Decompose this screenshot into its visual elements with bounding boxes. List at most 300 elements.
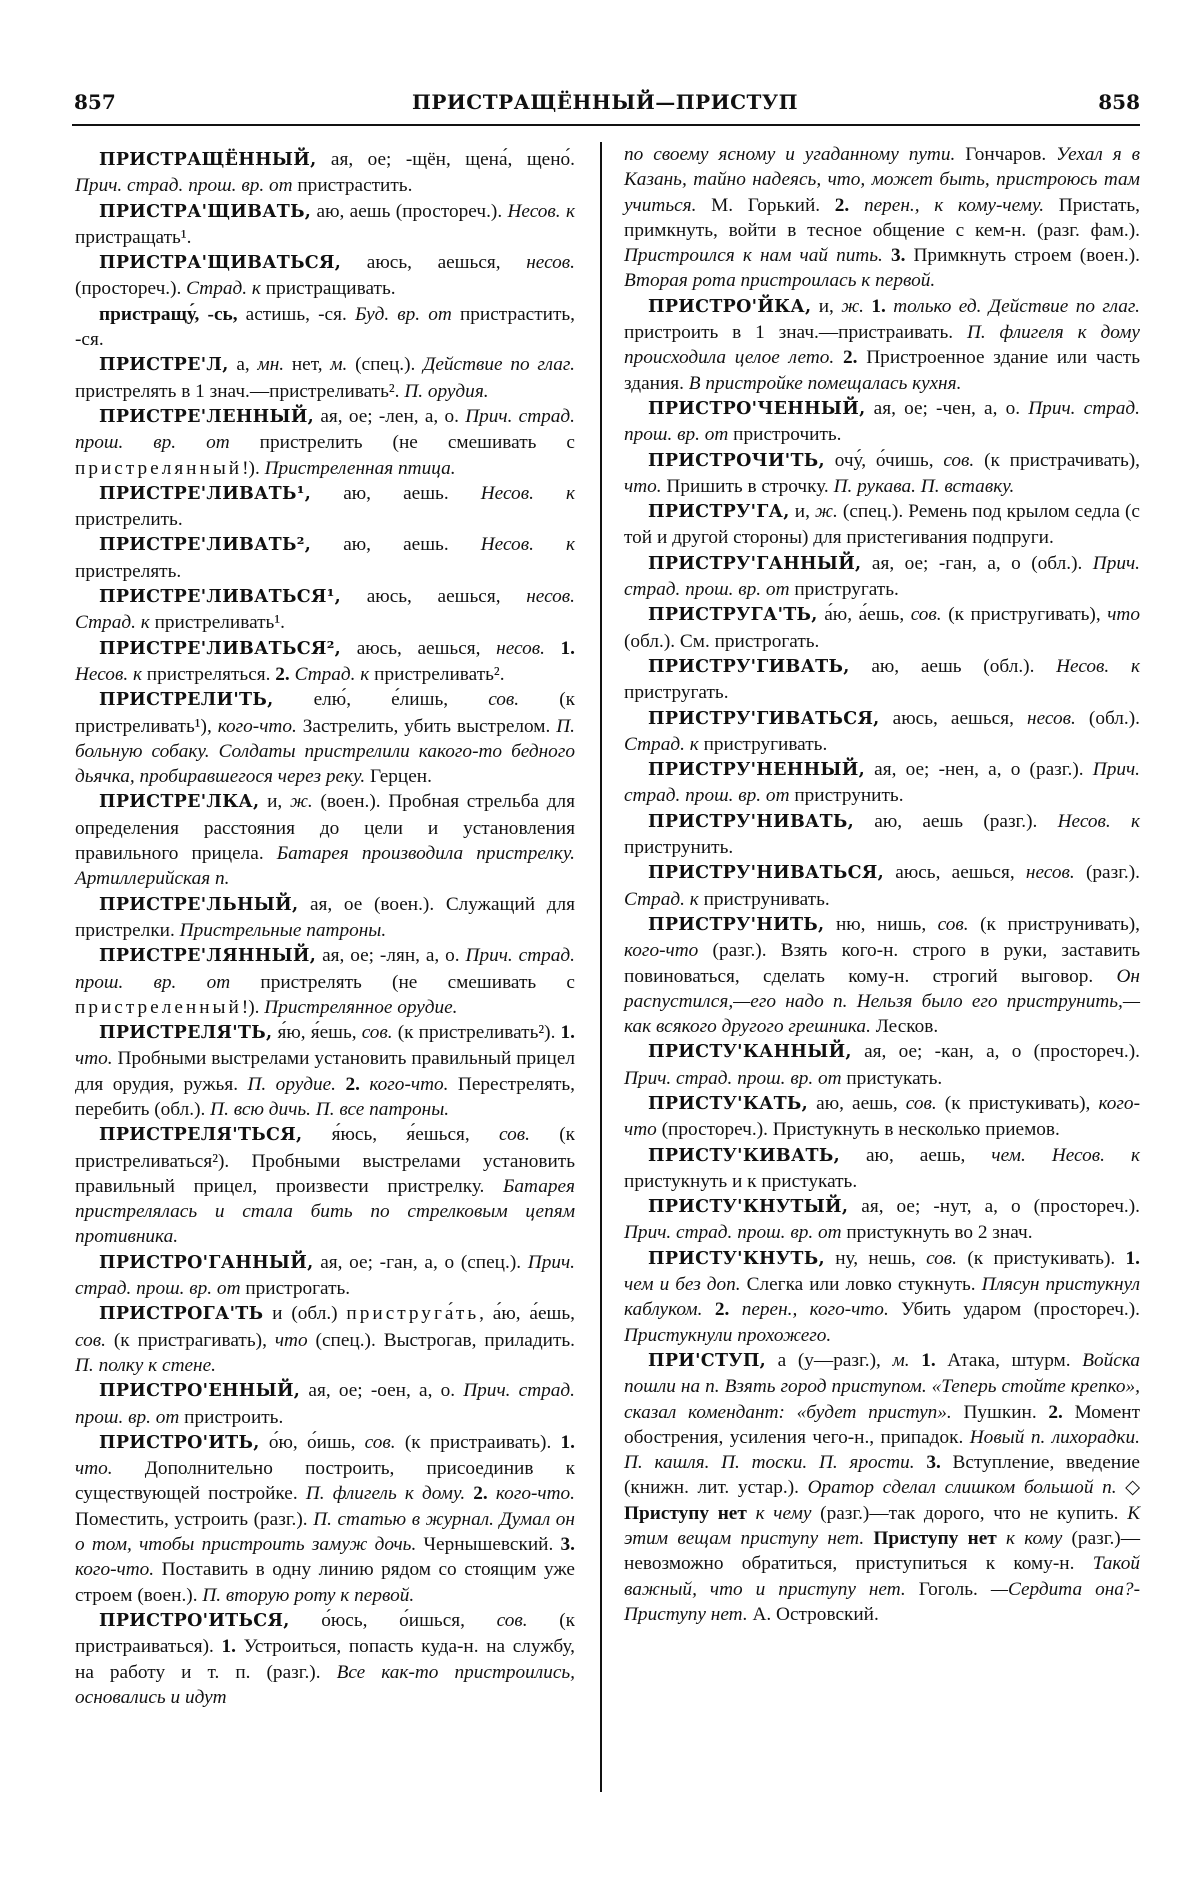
entry-text: пристреливать¹. xyxy=(149,612,285,634)
entry-text: М. Горький. xyxy=(696,194,835,216)
entry-text: аю, аешь (обл.). xyxy=(849,655,1057,677)
dictionary-entry xyxy=(624,448,1140,500)
entry-text: Страд. к xyxy=(186,278,261,300)
entry-text: аю, аешь, xyxy=(839,1144,992,1166)
dictionary-entry xyxy=(75,147,575,199)
dictionary-entry xyxy=(624,142,1140,294)
entry-text: П. полку к стене. xyxy=(75,1354,216,1376)
entry-text: аюсь, аешься, xyxy=(884,862,1026,884)
entry-text: пристреливать². xyxy=(369,663,505,685)
entry-text: ж. xyxy=(815,501,838,523)
entry-text: , а́ю, а́ешь, xyxy=(479,1303,575,1325)
entry-text: Пристроенное здание или часть здания. xyxy=(624,347,1140,394)
entry-text: пристроить в 1 знач.—пристраивать. xyxy=(624,322,967,344)
entry-headword: ПРИСТРА'ЩИВАТЬ, xyxy=(99,201,312,222)
entry-text: П. больную собаку. Солдаты пристрелили какого-то бедного дьячка, пробиравшегося через реку. xyxy=(75,715,575,788)
entry-text: кого-что. xyxy=(495,1483,575,1505)
entry-text: ну, нешь, xyxy=(824,1247,927,1269)
entry-text: я́ю, я́ешь, xyxy=(272,1022,362,1044)
entry-headword: ПРИСТУ'КНУТЬ, xyxy=(648,1248,825,1269)
entry-text: 2. xyxy=(1048,1401,1063,1423)
entry-text: пристругать. xyxy=(624,682,729,704)
entry-text: 2. xyxy=(843,347,858,369)
entry-headword: ПРИСТРЕ'ЛИВАТЬСЯ¹, xyxy=(99,587,342,608)
entry-text: (к пристрагивать), xyxy=(105,1329,275,1351)
entry-text: по своему ясному и угаданному пути. xyxy=(624,144,956,165)
entry-text: Несов. к xyxy=(507,200,575,222)
entry-text: ая, ое; -ган, а, о (обл.). xyxy=(861,552,1093,574)
entry-text: Оратор сделал слишком большой п. xyxy=(807,1477,1117,1499)
entry-text xyxy=(834,347,843,368)
entry-text: м. xyxy=(330,354,348,376)
entry-text: 2. xyxy=(275,663,290,685)
entry-text: аюсь, аешься, xyxy=(879,707,1028,729)
entry-headword: ПРИСТРЕ'ЛИВАТЬ¹, xyxy=(99,483,312,504)
entry-text: Поместить, устроить (разг.). xyxy=(75,1508,314,1530)
entry-text: Прич. страд. прош. вр. от xyxy=(75,175,293,197)
entry-headword: ПРИСТРЕ'ЛИВАТЬ², xyxy=(99,535,312,556)
entry-text: несов. xyxy=(526,252,575,274)
entry-text: !). xyxy=(242,457,265,479)
dictionary-entry xyxy=(75,584,575,636)
entry-text xyxy=(488,1483,496,1504)
entry-headword: ПРИСТРЕ'Л, xyxy=(99,355,229,376)
entry-text: Застрелить, убить выстрелом. xyxy=(296,715,557,737)
entry-text: а (у—разг.), xyxy=(766,1349,893,1371)
dictionary-entry xyxy=(75,892,575,944)
entry-text: Плясун пристукнул каблуком. xyxy=(624,1274,1141,1321)
dictionary-entry xyxy=(75,636,575,688)
entry-text: (к пристраивать). xyxy=(395,1431,561,1453)
entry-headword: ПРИСТУ'КНУТЫЙ, xyxy=(648,1197,849,1218)
entry-text: Прич. страд. прош. вр. от xyxy=(624,1067,842,1089)
entry-text: сов. xyxy=(905,1092,937,1114)
entry-text: приструнить. xyxy=(624,837,734,859)
entry-text: и, xyxy=(259,791,290,813)
entry-text: кого-что. xyxy=(75,1559,155,1581)
dictionary-entry xyxy=(75,532,575,584)
entry-text: Момент обострения, усиления чего-н., припадок. xyxy=(624,1401,1141,1448)
entry-headword: ПРИСТРЕЛЯ'ТЬ, xyxy=(99,1023,273,1044)
entry-text: Пристреленная птица. xyxy=(264,457,456,479)
dictionary-entry xyxy=(624,1091,1140,1143)
entry-text: 1. xyxy=(560,1431,575,1453)
dictionary-entry xyxy=(624,551,1140,603)
entry-headword: ПРИСТРЕЛИ'ТЬ, xyxy=(99,690,274,711)
entry-text: кого-что xyxy=(624,940,699,962)
entry-text: что xyxy=(1107,604,1140,626)
entry-text: Страд. к xyxy=(294,663,370,685)
dictionary-entry xyxy=(75,789,575,891)
entry-text: Прич. страд. прош. вр. от xyxy=(75,405,575,454)
entry-text: пристрелить (не смешивать с xyxy=(229,432,575,454)
entry-text xyxy=(915,1452,927,1473)
entry-text: кого-что xyxy=(624,1092,1140,1141)
entry-text: пристрелять (не смешивать с xyxy=(230,971,575,993)
dictionary-entry xyxy=(75,199,575,251)
entry-headword: ПРИСТУ'КИВАТЬ, xyxy=(648,1145,840,1166)
entry-headword: ПРИ'СТУП, xyxy=(648,1350,767,1371)
entry-text: пристреленный xyxy=(75,996,242,1018)
entry-text xyxy=(702,1299,714,1320)
entry-text: только ед. Действие по глаг. xyxy=(893,295,1140,317)
entry-text: Прич. страд. прош. вр. от xyxy=(624,552,1140,601)
entry-text: П. всю дичь. П. все патроны. xyxy=(210,1098,450,1120)
entry-text: а́ю, а́ешь, xyxy=(817,604,911,626)
entry-text: 2. xyxy=(473,1483,488,1505)
entry-text: Уехал я в Казань, тайно надеясь, что, может быть, пристроюсь там учиться. xyxy=(624,144,1141,216)
entry-text: пристругивать. xyxy=(698,733,828,755)
entry-headword: ПРИСТРУ'ГАННЫЙ, xyxy=(648,553,862,574)
entry-text: (разг.). xyxy=(1074,862,1140,884)
entry-text: (разг.)—так дорого, что не купить. xyxy=(811,1502,1128,1524)
entry-text: (к пристреливать²). xyxy=(392,1022,561,1044)
entry-text: 1. xyxy=(871,295,886,317)
entry-text: Несов. к xyxy=(75,663,142,685)
entry-text: Пристроился к нам чай пить. xyxy=(624,245,883,267)
entry-text: пристращу́, -сь, xyxy=(99,303,238,325)
entry-text: Чернышевский. xyxy=(416,1534,561,1556)
entry-headword: ПРИСТРУ'ГА, xyxy=(648,502,790,523)
entry-text: кого-что. xyxy=(217,715,297,737)
entry-headword: ПРИСТРО'ИТЬ, xyxy=(99,1432,260,1453)
entry-headword: ПРИСТРУ'ГИВАТЬСЯ, xyxy=(648,708,880,729)
entry-headword: ПРИСТРА'ЩИВАТЬСЯ, xyxy=(99,253,342,274)
entry-text: пристукать. xyxy=(841,1067,943,1089)
entry-text: (спец.). Ремень под крылом седла (с той и другой стороны) для пристегивания подпруги. xyxy=(624,501,1140,549)
entry-headword: ПРИСТРЕЛЯ'ТЬСЯ, xyxy=(99,1125,303,1146)
entry-text: Буд. вр. от xyxy=(354,303,452,325)
entry-text: В пристройке помещалась кухня. xyxy=(688,372,962,394)
entry-text: что. xyxy=(624,475,662,497)
entry-text: Прич. страд. прош. вр. от xyxy=(75,1380,575,1428)
entry-text: пристрелять в 1 знач.—пристреливать². xyxy=(75,380,405,402)
dictionary-entry xyxy=(75,943,575,1020)
entry-text: астишь, -ся. xyxy=(237,303,355,325)
entry-text: (простореч.). xyxy=(75,278,187,300)
entry-text: к чему xyxy=(755,1502,812,1524)
entry-text: 3. xyxy=(926,1452,941,1474)
entry-text: (к пристрачивать), xyxy=(974,449,1140,471)
entry-text: мн. xyxy=(257,354,285,376)
entry-headword: ПРИСТРЕ'ЛЕННЫЙ, xyxy=(99,406,315,427)
entry-text: аю, аешь. xyxy=(311,534,481,556)
entry-text: аю, аешь (разг.). xyxy=(854,810,1058,832)
entry-text: Убить ударом (простореч.). xyxy=(888,1299,1140,1321)
dictionary-entry xyxy=(75,250,575,302)
entry-text: Батарея пристрелялась и стала бить по стрелковым цепям противника. xyxy=(75,1175,575,1248)
entry-text: (к пристругивать), xyxy=(941,604,1108,626)
entry-text: пристреляться. xyxy=(141,663,276,685)
entry-text: (разг.). Взять кого-н. строго в руки, заставить повиноваться, сделать кому-н. строгий выговор. xyxy=(624,940,1140,987)
entry-text: и, xyxy=(811,295,842,317)
entry-text: (к пристреливаться²). Пробными выстрелами установить правильный прицел, произвести пристрелку. xyxy=(75,1124,575,1197)
entry-text: Прич. страд. прош. вр. от xyxy=(75,945,575,993)
dictionary-entry xyxy=(624,602,1140,654)
entry-text: очу́, о́чишь, xyxy=(824,449,944,471)
entry-text: П. орудия. xyxy=(404,380,489,402)
entry-text: Страд. к xyxy=(624,733,699,755)
entry-text: Несов. к xyxy=(1057,810,1140,832)
entry-text: Прич. страд. прош. вр. от xyxy=(624,397,1140,446)
entry-text: пристрелянный xyxy=(75,457,243,479)
dictionary-entry xyxy=(75,352,575,404)
entry-text xyxy=(849,195,864,216)
entry-text: аю, аешь, xyxy=(808,1092,906,1114)
dictionary-entry xyxy=(624,1348,1140,1627)
entry-text: 1. xyxy=(544,637,576,659)
entry-text: сов. xyxy=(496,1609,528,1631)
entry-text: пристращать¹. xyxy=(75,226,192,248)
entry-text: пристукнуть во 2 знач. xyxy=(841,1222,1033,1244)
entry-text: м. xyxy=(892,1349,910,1371)
entry-text: ая, ое; -нут, а, о (простореч.). xyxy=(848,1196,1140,1218)
dictionary-entry xyxy=(624,860,1140,912)
entry-text: ая, ое; -чен, а, о. xyxy=(865,397,1029,419)
dictionary-entry xyxy=(75,1122,575,1249)
entry-text: несов. Страд. к xyxy=(75,586,575,634)
entry-text: (простореч.). Пристукнуть в несколько приемов. xyxy=(656,1119,1060,1141)
entry-text: Слегка или ловко стукнуть. xyxy=(740,1274,982,1296)
entry-text: Несов. к xyxy=(1056,655,1140,677)
entry-text: сов. xyxy=(943,449,975,471)
entry-text: чем и без доп. xyxy=(624,1274,741,1296)
header-rule xyxy=(72,124,1140,126)
entry-text: К этим вещам приступу нет. xyxy=(624,1502,1140,1550)
entry-text: Пришить в строчку. xyxy=(661,475,834,497)
entry-text: кого-что. xyxy=(369,1073,449,1095)
entry-text: 3. xyxy=(890,245,906,267)
entry-text: Приступу нет xyxy=(624,1502,747,1524)
entry-text xyxy=(910,1350,922,1371)
entry-text: сов. xyxy=(910,604,942,626)
entry-text: сов. xyxy=(488,689,520,711)
entry-text: Пристать, примкнуть, войти в тесное общение с кем-н. (разг. фам.). xyxy=(624,194,1140,241)
entry-headword: ПРИСТРОГА'ТЬ xyxy=(99,1304,264,1325)
entry-text: пристрастить, -ся. xyxy=(75,303,576,351)
entry-text: я́юсь, я́ешься, xyxy=(302,1124,499,1146)
entry-text: ая, ое; -кан, а, о (простореч.). xyxy=(851,1041,1140,1063)
dictionary-entry xyxy=(75,1020,575,1122)
dictionary-entry xyxy=(75,1608,575,1710)
dictionary-entry xyxy=(624,396,1140,448)
dictionary-entry xyxy=(624,499,1140,551)
entry-text: что xyxy=(274,1329,308,1351)
entry-text: Действие по глаг. xyxy=(423,354,575,376)
entry-text: ая, ое; -ган, а, о (спец.). xyxy=(313,1251,528,1273)
entry-text: ж. xyxy=(289,791,313,813)
entry-text: ая, ое; -нен, а, о (разг.). xyxy=(865,759,1093,781)
entry-text: Вступление, введение (книжн. лит. устар.). xyxy=(624,1452,1140,1499)
page-header xyxy=(70,90,1140,120)
entry-text: о́ю, о́ишь, xyxy=(259,1431,365,1453)
entry-text: Пушкин. xyxy=(951,1401,1049,1423)
entry-text: Он распустился,—его надо п. Нельзя было его приструнить,—как всякого другого грешника. xyxy=(624,965,1140,1038)
entry-text: Войска пошли на п. Взять город приступом. «Теперь стойте крепко», сказал комендант: «будет приступ». xyxy=(624,1349,1140,1423)
entry-text: (воен.). Пробная стрельба для определения расстояния до цели и установления правильного прицела. xyxy=(75,791,575,865)
entry-text: елю́, е́лишь, xyxy=(273,689,489,711)
entry-text: сов. xyxy=(499,1124,530,1146)
entry-text: ая, ое; -лян, а, о. xyxy=(316,945,466,967)
right-column xyxy=(624,142,1140,1627)
entry-text: Гоголь. xyxy=(905,1578,991,1600)
entry-text xyxy=(729,1299,741,1320)
entry-text: (обл.). См. пристрогать. xyxy=(624,630,820,652)
entry-text: перен., к кому-чему. xyxy=(863,194,1045,216)
entry-text: Примкнуть строем (воен.). xyxy=(905,245,1140,267)
entry-text: пристроить. xyxy=(179,1406,284,1428)
entry-text xyxy=(883,245,891,266)
entry-text: П. флигеля к дому происходила целое лето. xyxy=(624,322,1140,369)
entry-text: !). xyxy=(241,996,265,1018)
entry-text: приструнивать. xyxy=(698,888,830,910)
entry-headword: ПРИСТРО'ИТЬСЯ, xyxy=(99,1610,290,1631)
entry-text: Поставить в одну линию рядом со стоящим уже строем (воен.). xyxy=(75,1559,575,1606)
entry-text: ая, ое; -лен, а, о. xyxy=(314,405,466,427)
entry-text: П. флигель к дому. xyxy=(305,1483,466,1505)
entry-text: аюсь, аешься, xyxy=(341,586,527,608)
dictionary-entry xyxy=(75,1430,575,1608)
dictionary-entry xyxy=(75,1378,575,1430)
entry-text: ая, ое; -щён, щена́, щено́. xyxy=(316,149,575,170)
dictionary-entry xyxy=(624,757,1140,809)
entry-text: сов. xyxy=(361,1022,393,1044)
entry-text: аюсь, аешься, xyxy=(341,252,527,274)
entry-text: (к пристукивать), xyxy=(936,1092,1099,1114)
entry-headword: ПРИСТРО'ГАННЫЙ, xyxy=(99,1252,314,1273)
entry-text: приструга́ть xyxy=(346,1303,480,1325)
dictionary-entry xyxy=(624,706,1140,758)
entry-headword: ПРИСТУ'КАННЫЙ, xyxy=(648,1042,852,1063)
entry-text: Несов. к xyxy=(480,534,575,556)
entry-headword: ПРИСТРЕ'ЛЬНЫЙ, xyxy=(99,894,299,915)
entry-headword: ПРИСТРЕ'ЛИВАТЬСЯ², xyxy=(99,638,342,659)
dictionary-entry xyxy=(75,687,575,789)
dictionary-entry xyxy=(624,912,1140,1039)
entry-text: Прич. страд. прош. вр. от xyxy=(624,759,1140,807)
entry-text: и, xyxy=(789,501,816,523)
entry-text: ◇ xyxy=(1116,1477,1140,1499)
entry-text: ню, нишь, xyxy=(824,913,938,935)
dictionary-entry xyxy=(624,654,1140,706)
entry-text: сов. xyxy=(926,1247,957,1269)
entry-text xyxy=(997,1528,1006,1549)
entry-headword: ПРИСТРЕ'ЛКА, xyxy=(99,792,260,813)
entry-text: П. статью в журнал. Думал он о том, чтобы пристроить замуж дочь. xyxy=(75,1508,575,1556)
column-divider xyxy=(600,142,602,1792)
entry-text: о́юсь, о́ишься, xyxy=(289,1609,497,1631)
page-number-right: 858 xyxy=(1098,90,1140,114)
entry-headword: ПРИСТРУ'НЕННЫЙ, xyxy=(648,760,865,781)
left-column xyxy=(75,147,575,1710)
entry-text: ая, ое; -оен, а, о. xyxy=(300,1380,464,1402)
entry-text: Перестрелять, перебить (обл.). xyxy=(75,1073,576,1120)
entry-text: аю, аешь (простореч.). xyxy=(311,200,508,222)
entry-text: Пробными выстрелами установить правильный прицел для орудия, ружья. xyxy=(75,1048,575,1095)
entry-text: аю, аешь. xyxy=(311,482,481,504)
entry-text: Такой важный, что и приступу нет. xyxy=(624,1553,1140,1600)
entry-text: нет, xyxy=(284,354,331,376)
entry-text: Несов. к xyxy=(480,482,575,504)
entry-text: 1. xyxy=(921,1349,936,1371)
entry-text: а, xyxy=(228,354,258,376)
entry-text: Атака, штурм. xyxy=(935,1349,1083,1371)
entry-text: 1. xyxy=(1125,1247,1140,1269)
entry-headword: ПРИСТРУ'НИВАТЬ, xyxy=(648,811,855,832)
entry-text: (спец.). xyxy=(347,354,424,376)
running-title: ПРИСТРАЩЁННЫЙ—ПРИСТУП xyxy=(411,90,799,114)
entry-text: П. рукава. П. вставку. xyxy=(833,475,1015,497)
entry-text: Прич. страд. прош. вр. от xyxy=(624,1222,842,1244)
entry-text: пристрелить. xyxy=(75,509,183,531)
entry-text: пристрогать. xyxy=(240,1278,351,1300)
entry-text: несов. xyxy=(1027,707,1076,729)
entry-text: к кому xyxy=(1006,1528,1063,1550)
entry-text: П. вторую роту к первой. xyxy=(202,1584,415,1606)
entry-text: Вторая рота пристроилась к первой. xyxy=(624,270,936,292)
dictionary-entry xyxy=(624,1039,1140,1091)
entry-text: Герцен. xyxy=(365,766,432,788)
dictionary-entry xyxy=(75,481,575,533)
entry-text: ж. xyxy=(841,295,864,317)
entry-text: ая, ое (воен.). Служащий для пристрелки. xyxy=(75,893,575,941)
entry-text xyxy=(747,1503,756,1524)
entry-text: Дополнительно построить, присоединив к существующей постройке. xyxy=(75,1458,575,1505)
entry-text: пристрочить. xyxy=(728,424,842,446)
dictionary-entry xyxy=(75,1301,575,1378)
entry-text: несов. xyxy=(1025,862,1075,884)
entry-text: Лесков. xyxy=(870,1016,939,1038)
entry-text: Прич. страд. прош. вр. от xyxy=(75,1251,575,1300)
dictionary-entry xyxy=(624,1246,1140,1348)
entry-headword: ПРИСТРЕ'ЛЯННЫЙ, xyxy=(99,946,317,967)
entry-text: 1. xyxy=(221,1636,236,1658)
entry-text: (спец.). Выстрогав, приладить. xyxy=(307,1329,576,1351)
dictionary-entry xyxy=(75,302,575,353)
entry-text: Пристукнули прохожего. xyxy=(624,1324,832,1346)
entry-headword: ПРИСТРУГА'ТЬ, xyxy=(648,605,818,626)
entry-text: А. Островский. xyxy=(747,1603,879,1625)
entry-text: П. орудие. xyxy=(247,1073,336,1095)
entry-text: пристукнуть и к пристукать. xyxy=(624,1170,858,1192)
entry-text: несов. xyxy=(496,637,545,659)
entry-text: чем. Несов. к xyxy=(991,1144,1140,1166)
entry-text: перен., кого-что. xyxy=(741,1299,889,1321)
entry-text: Устроиться, попасть куда-н. на службу, на работу и т. п. (разг.). xyxy=(75,1636,575,1683)
entry-text: 3. xyxy=(560,1534,575,1556)
entry-text: Приступу нет xyxy=(873,1528,997,1550)
entry-text: 2. xyxy=(834,194,850,216)
entry-headword: ПРИСТРО'ЧЕННЫЙ, xyxy=(648,398,866,419)
entry-text: (к пристреливать¹), xyxy=(75,689,576,737)
entry-text: сов. xyxy=(937,913,969,935)
entry-text: сов. xyxy=(75,1329,106,1351)
dictionary-entry xyxy=(624,809,1140,861)
entry-text: пристрастить. xyxy=(292,175,413,197)
entry-text: (к пристраиваться). xyxy=(75,1609,576,1658)
entry-text: 2. xyxy=(714,1299,730,1321)
entry-text: Страд. к xyxy=(624,888,699,910)
entry-text: (обл.). xyxy=(1075,707,1140,729)
dictionary-entry xyxy=(75,404,575,481)
entry-headword: ПРИСТРО'ЕННЫЙ, xyxy=(99,1381,301,1402)
entry-headword: ПРИСТРАЩЁННЫЙ, xyxy=(99,150,317,170)
entry-text: (разг.)—невозможно обратиться, приступиться к кому-н. xyxy=(624,1528,1140,1575)
entry-headword: ПРИСТРО'ЙКА, xyxy=(648,296,812,317)
entry-text: (к приструнивать), xyxy=(968,913,1140,935)
entry-text: Гончаров. xyxy=(955,144,1057,165)
entry-text: Все как-то пристроились, основались и идут xyxy=(75,1661,575,1708)
